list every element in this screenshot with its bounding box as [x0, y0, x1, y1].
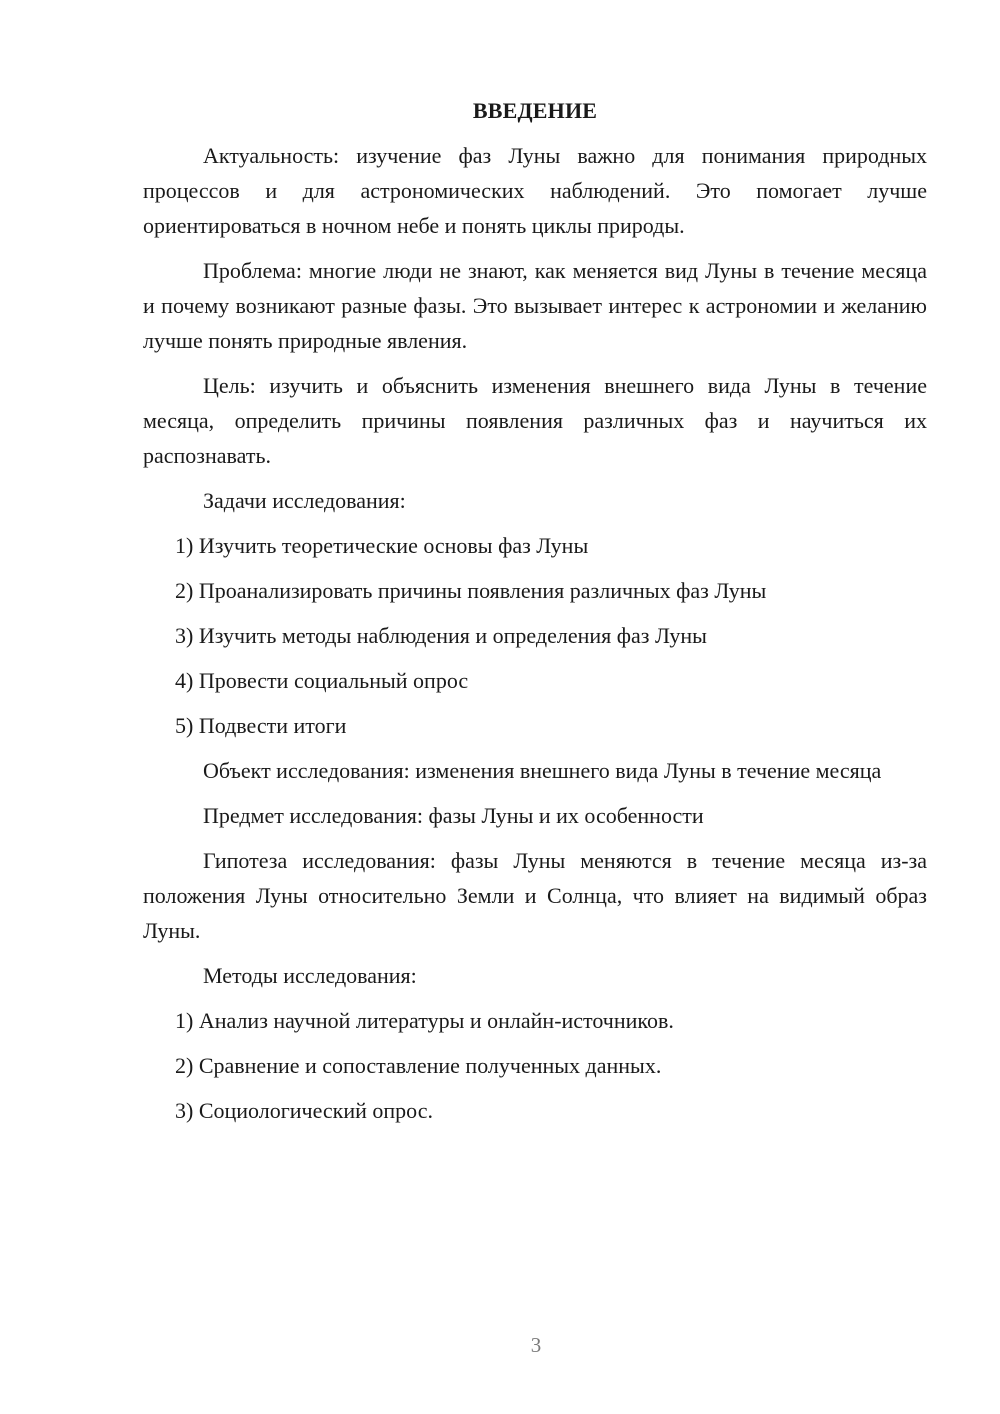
- problem-paragraph: Проблема: многие люди не знают, как меняется вид Луны в течение месяца и почему возникают разные фазы. Это вызывает интерес к астрономии и желанию лучше понять природные явления.: [143, 258, 927, 353]
- task-item: 4) Провести социальный опрос: [175, 668, 469, 693]
- methods-heading: Методы исследования:: [203, 963, 417, 988]
- task-item: 2) Проанализировать причины появления различных фаз Луны: [175, 578, 767, 603]
- relevance-paragraph: Актуальность: изучение фаз Луны важно для понимания природных процессов и для астрономических наблюдений. Это помогает лучше ориентироваться в ночном небе и понять циклы природы.: [143, 143, 927, 238]
- section-title: ВВЕДЕНИЕ: [472, 98, 598, 123]
- method-item: 3) Социологический опрос.: [175, 1098, 433, 1123]
- method-item: 1) Анализ научной литературы и онлайн-источников.: [175, 1008, 674, 1033]
- page-content: [143, 93, 927, 1138]
- page-number: 3: [530, 1333, 542, 1357]
- object-paragraph: Объект исследования: изменения внешнего вида Луны в течение месяца: [203, 758, 882, 783]
- method-item: 2) Сравнение и сопоставление полученных данных.: [175, 1053, 662, 1078]
- goal-paragraph: Цель: изучить и объяснить изменения внешнего вида Луны в течение месяца, определить причины появления различных фаз и научиться их распознавать.: [143, 373, 927, 468]
- tasks-heading: Задачи исследования:: [203, 488, 406, 513]
- task-item: 1) Изучить теоретические основы фаз Луны: [175, 533, 589, 558]
- task-item: 3) Изучить методы наблюдения и определения фаз Луны: [175, 623, 707, 648]
- subject-paragraph: Предмет исследования: фазы Луны и их особенности: [203, 803, 704, 828]
- task-item: 5) Подвести итоги: [175, 713, 347, 738]
- hypothesis-paragraph: Гипотеза исследования: фазы Луны меняются в течение месяца из-за положения Луны относительно Земли и Солнца, что влияет на видимый образ Луны.: [143, 848, 927, 943]
